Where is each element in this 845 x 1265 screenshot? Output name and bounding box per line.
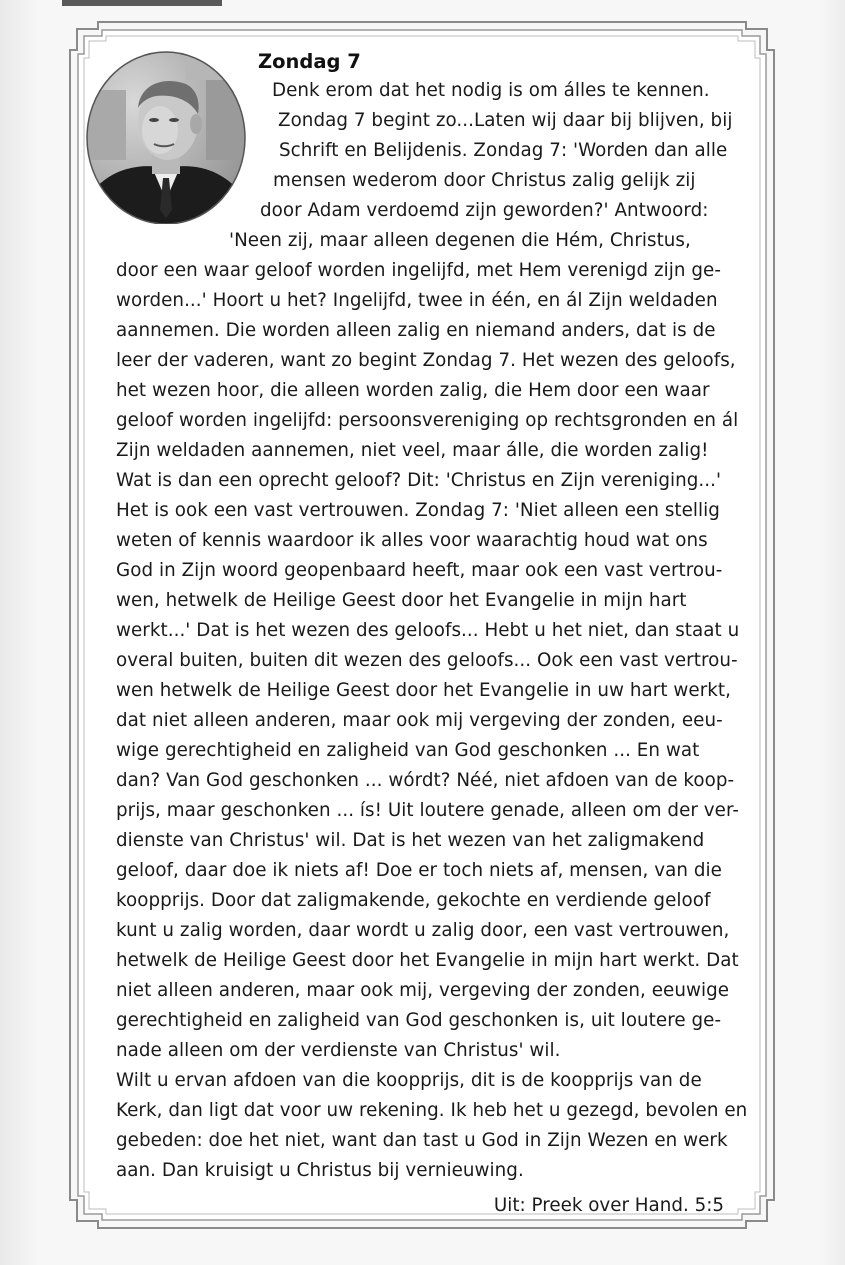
text-line: geloof worden ingelijfd: persoonsvereniging op rechtsgronden en ál [116,410,739,431]
text-line: worden...' Hoort u het? Ingelijfd, twee in één, en ál Zijn weldaden [116,290,718,311]
text-line: Denk erom dat het nodig is om álles te kennen. [272,80,710,101]
text-line: dat niet alleen anderen, maar ook mij vergeving der zonden, eeu- [116,710,723,731]
text-line: door Adam verdoemd zijn geworden?' Antwoord: [260,200,709,221]
text-line: overal buiten, buiten dit wezen des geloofs... Ook een vast vertrou- [116,650,738,671]
text-line: dan? Van God geschonken ... wórdt? Néé, niet afdoen van de koop- [116,770,735,791]
text-line: Schrift en Belijdenis. Zondag 7: 'Worden dan alle [279,140,728,161]
text-line: Zijn weldaden aannemen, niet veel, maar álle, die worden zalig! [116,440,709,461]
text-line: Wat is dan een oprecht geloof? Dit: 'Christus en Zijn vereniging...' [116,470,722,491]
section-heading: Zondag 7 [258,50,361,73]
text-line: kunt u zalig worden, daar wordt u zalig door, een vast vertrouwen, [116,920,730,941]
text-line: 'Neen zij, maar alleen degenen die Hém, Christus, [229,230,691,251]
text-line: dienste van Christus' wil. Dat is het wezen van het zaligmakend [116,830,705,851]
text-line: aan. Dan kruisigt u Christus bij vernieuwing. [116,1160,524,1181]
text-line: hetwelk de Heilige Geest door het Evangelie in mijn hart werkt. Dat [116,950,739,971]
text-line: wen, hetwelk de Heilige Geest door het Evangelie in mijn hart [116,590,687,611]
text-line: gerechtigheid en zaligheid van God geschonken is, uit loutere ge- [116,1010,722,1031]
text-line: aannemen. Die worden alleen zalig en niemand anders, dat is de [116,320,716,341]
text-line: door een waar geloof worden ingelijfd, met Hem verenigd zijn ge- [116,260,721,281]
text-line: prijs, maar geschonken ... ís! Uit loutere genade, alleen om der ver- [116,800,740,821]
text-line: Het is ook een vast vertrouwen. Zondag 7: 'Niet alleen een stellig [116,500,720,521]
portrait-photo [86,50,246,224]
text-line: geloof, daar doe ik niets af! Doe er toch niets af, mensen, van die [116,860,722,881]
text-line: wige gerechtigheid en zaligheid van God geschonken ... En wat [116,740,700,761]
text-line: Wilt u ervan afdoen van die koopprijs, dit is de koopprijs van de [116,1070,702,1091]
text-line: nade alleen om der verdienste van Christus' wil. [116,1040,561,1061]
text-line: het wezen hoor, die alleen worden zalig, die Hem door een waar [116,380,710,401]
source-attribution: Uit: Preek over Hand. 5:5 [493,1195,724,1216]
text-line: Kerk, dan ligt dat voor uw rekening. Ik heb het u gezegd, bevolen en [116,1100,748,1121]
text-line: leer der vaderen, want zo begint Zondag 7. Het wezen des geloofs, [116,350,736,371]
text-line: wen hetwelk de Heilige Geest door het Evangelie in uw hart werkt, [116,680,731,701]
text-line: gebeden: doe het niet, want dan tast u God in Zijn Wezen en werk [116,1130,728,1151]
text-line: werkt...' Dat is het wezen des geloofs... Hebt u het niet, dan staat u [116,620,740,641]
text-line: God in Zijn woord geopenbaard heeft, maar ook een vast vertrou- [116,560,723,581]
text-line: niet alleen anderen, maar ook mij, vergeving der zonden, eeuwige [116,980,730,1001]
text-line: Zondag 7 begint zo...Laten wij daar bij blijven, bij [278,110,733,131]
quote-card [86,46,748,1216]
text-line: mensen wederom door Christus zalig gelijk zij [273,170,696,191]
text-line: weten of kennis waardoor ik alles voor waarachtig houd wat ons [116,530,708,551]
text-line: koopprijs. Door dat zaligmakende, gekochte en verdiende geloof [116,890,711,911]
